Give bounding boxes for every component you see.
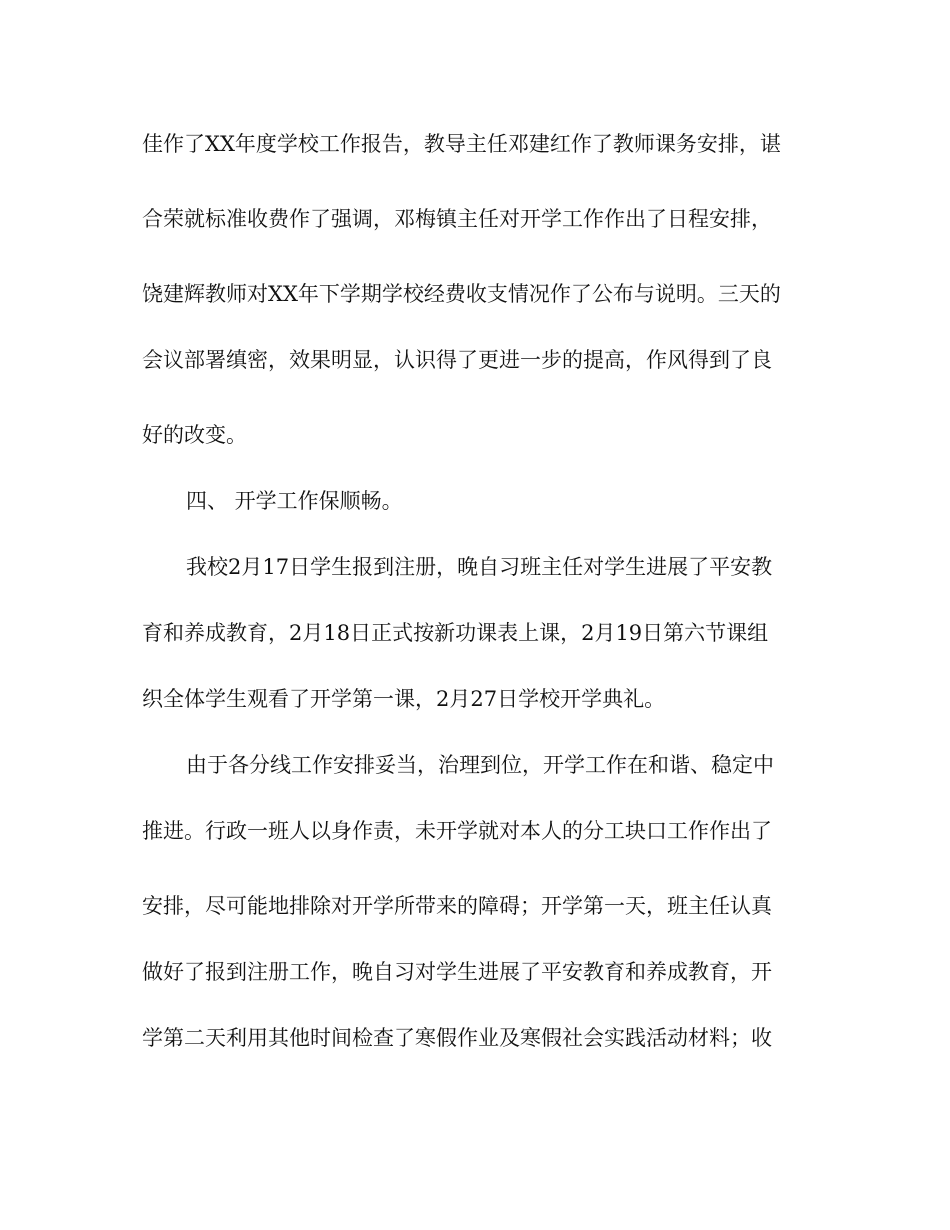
paragraph-line-9: 由于各分线工作安排妥当，治理到位，开学工作在和谐、稳定中: [186, 753, 774, 777]
paragraph-line-10: 推进。行政一班人以身作责，未开学就对本人的分工块口工作作出了: [142, 819, 772, 843]
paragraph-line-5: 好的改变。: [142, 423, 247, 447]
paragraph-line-12: 做好了报到注册工作，晚自习对学生进展了平安教育和养成教育，开: [142, 960, 772, 984]
paragraph-line-8: 织全体学生观看了开学第一课，2月27日学校开学典礼。: [142, 687, 666, 711]
paragraph-line-11: 安排，尽可能地排除对开学所带来的障碍；开学第一天，班主任认真: [142, 894, 772, 918]
paragraph-line-6: 我校2月17日学生报到注册，晚自习班主任对学生进展了平安教: [186, 555, 773, 579]
paragraph-line-1: 佳作了XX年度学校工作报告，教导主任邓建红作了教师课务安排，谌: [142, 132, 781, 156]
section-heading: 四、 开学工作保顺畅。: [186, 489, 403, 513]
paragraph-line-13: 学第二天利用其他时间检查了寒假作业及寒假社会实践活动材料；收: [142, 1026, 772, 1050]
paragraph-line-2: 合荣就标准收费作了强调，邓梅镇主任对开学工作作出了日程安排，: [142, 207, 772, 231]
paragraph-line-7: 育和养成教育，2月18日正式按新功课表上课，2月19日第六节课组: [142, 621, 769, 645]
paragraph-line-3: 饶建辉教师对XX年下学期学校经费收支情况作了公布与说明。三天的: [142, 282, 781, 306]
paragraph-line-4: 会议部署缜密，效果明显，认识得了更进一步的提高，作风得到了良: [142, 348, 772, 372]
